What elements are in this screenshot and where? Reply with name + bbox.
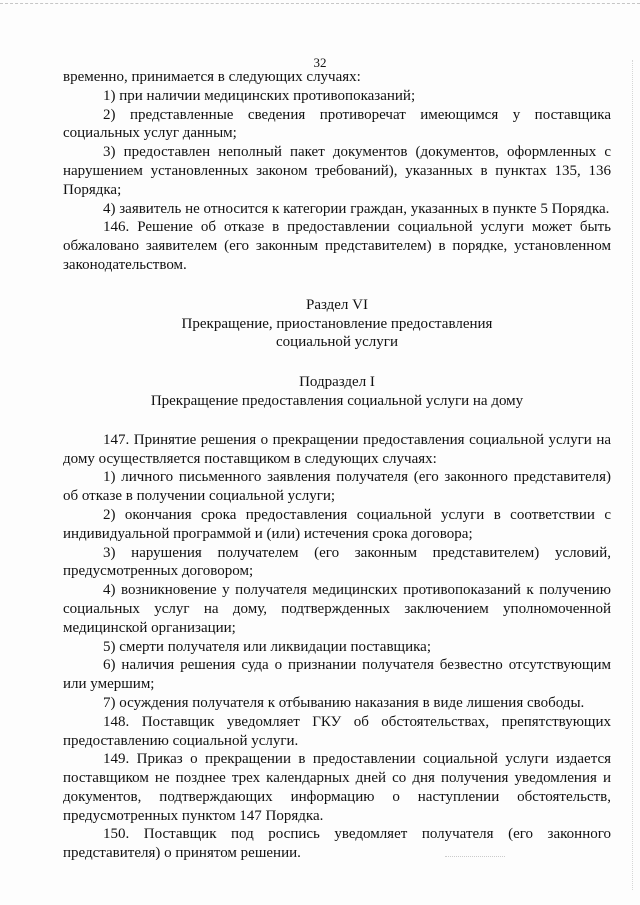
paragraph: временно, принимается в следующих случаях: — [63, 69, 361, 85]
paragraph: 1) при наличии медицинских противопоказаний; — [103, 87, 416, 104]
paragraph: 147. Принятие решения о прекращении предоставления социальной услуги на дому осуществляется поставщиком в следующих случаях: — [63, 431, 611, 467]
paragraph: 7) осуждения получателя к отбыванию наказания в виде лишения свободы. — [103, 694, 585, 711]
paragraph: 3) нарушения получателем (его законным представителем) условий, предусмотренных договором; — [63, 544, 611, 580]
subsection-title: Прекращение предоставления социальной услуги на дому — [150, 392, 524, 409]
paragraph: 146. Решение об отказе в предоставлении социальной услуги может быть обжаловано заявителем (его законным представителем) в порядке, установленном законодательством. — [63, 219, 611, 273]
document-body — [63, 68, 611, 863]
paragraph: 4) заявитель не относится к категории граждан, указанных в пункте 5 Порядка. — [103, 200, 610, 217]
section-heading — [63, 296, 611, 352]
paragraph: 4) возникновение у получателя медицинских противопоказаний к получению социальных услуг на дому, подтвержденных заключением уполномоченной медицинской организации; — [63, 582, 611, 636]
paragraph: 150. Поставщик под роспись уведомляет получателя (его законного представителя) о принятом решении. — [63, 826, 611, 862]
section-label: Раздел VI — [305, 296, 368, 313]
paragraph: 5) смерти получателя или ликвидации поставщика; — [103, 638, 431, 655]
subsection-label: Подраздел I — [299, 374, 375, 391]
paragraph: 2) окончания срока предоставления социальной услуги в соответствии с индивидуальной программой и (или) истечения срока договора; — [63, 506, 611, 542]
scan-artifact-right — [632, 60, 634, 890]
section-title-line-2: социальной услуги — [276, 334, 398, 351]
paragraph: 148. Поставщик уведомляет ГКУ об обстоятельствах, препятствующих предоставлению социальной услуги. — [63, 713, 611, 749]
paragraph: 6) наличия решения суда о признании получателя безвестно отсутствующим или умершим; — [63, 657, 611, 693]
page-number: 32 — [313, 55, 327, 70]
scan-artifact-top — [0, 3, 640, 6]
paragraph: 3) предоставлен неполный пакет документов (документов, оформленных с нарушением установленных законом требований), указанных в пунктах 135, 136 Порядка; — [63, 144, 611, 198]
paragraph: 149. Приказ о прекращении в предоставлении социальной услуги издается поставщиком не позднее трех календарных дней со дня получения уведомления и документов, подтверждающих информацию о наступлении обстоятельств, предусмотренных пунктом 147 Порядка. — [63, 751, 611, 824]
paragraphs-after-section — [63, 431, 611, 863]
paragraph: 1) личного письменного заявления получателя (его законного представителя) об отказе в получении социальной услуги; — [63, 469, 611, 505]
subsection-heading — [63, 373, 611, 411]
paragraphs-before-section — [63, 68, 611, 275]
section-title-line-1: Прекращение, приостановление предоставления — [181, 315, 493, 332]
paragraph: 2) представленные сведения противоречат имеющимся у поставщика социальных услуг данным; — [63, 106, 611, 142]
scan-artifact-bottom — [445, 856, 505, 858]
